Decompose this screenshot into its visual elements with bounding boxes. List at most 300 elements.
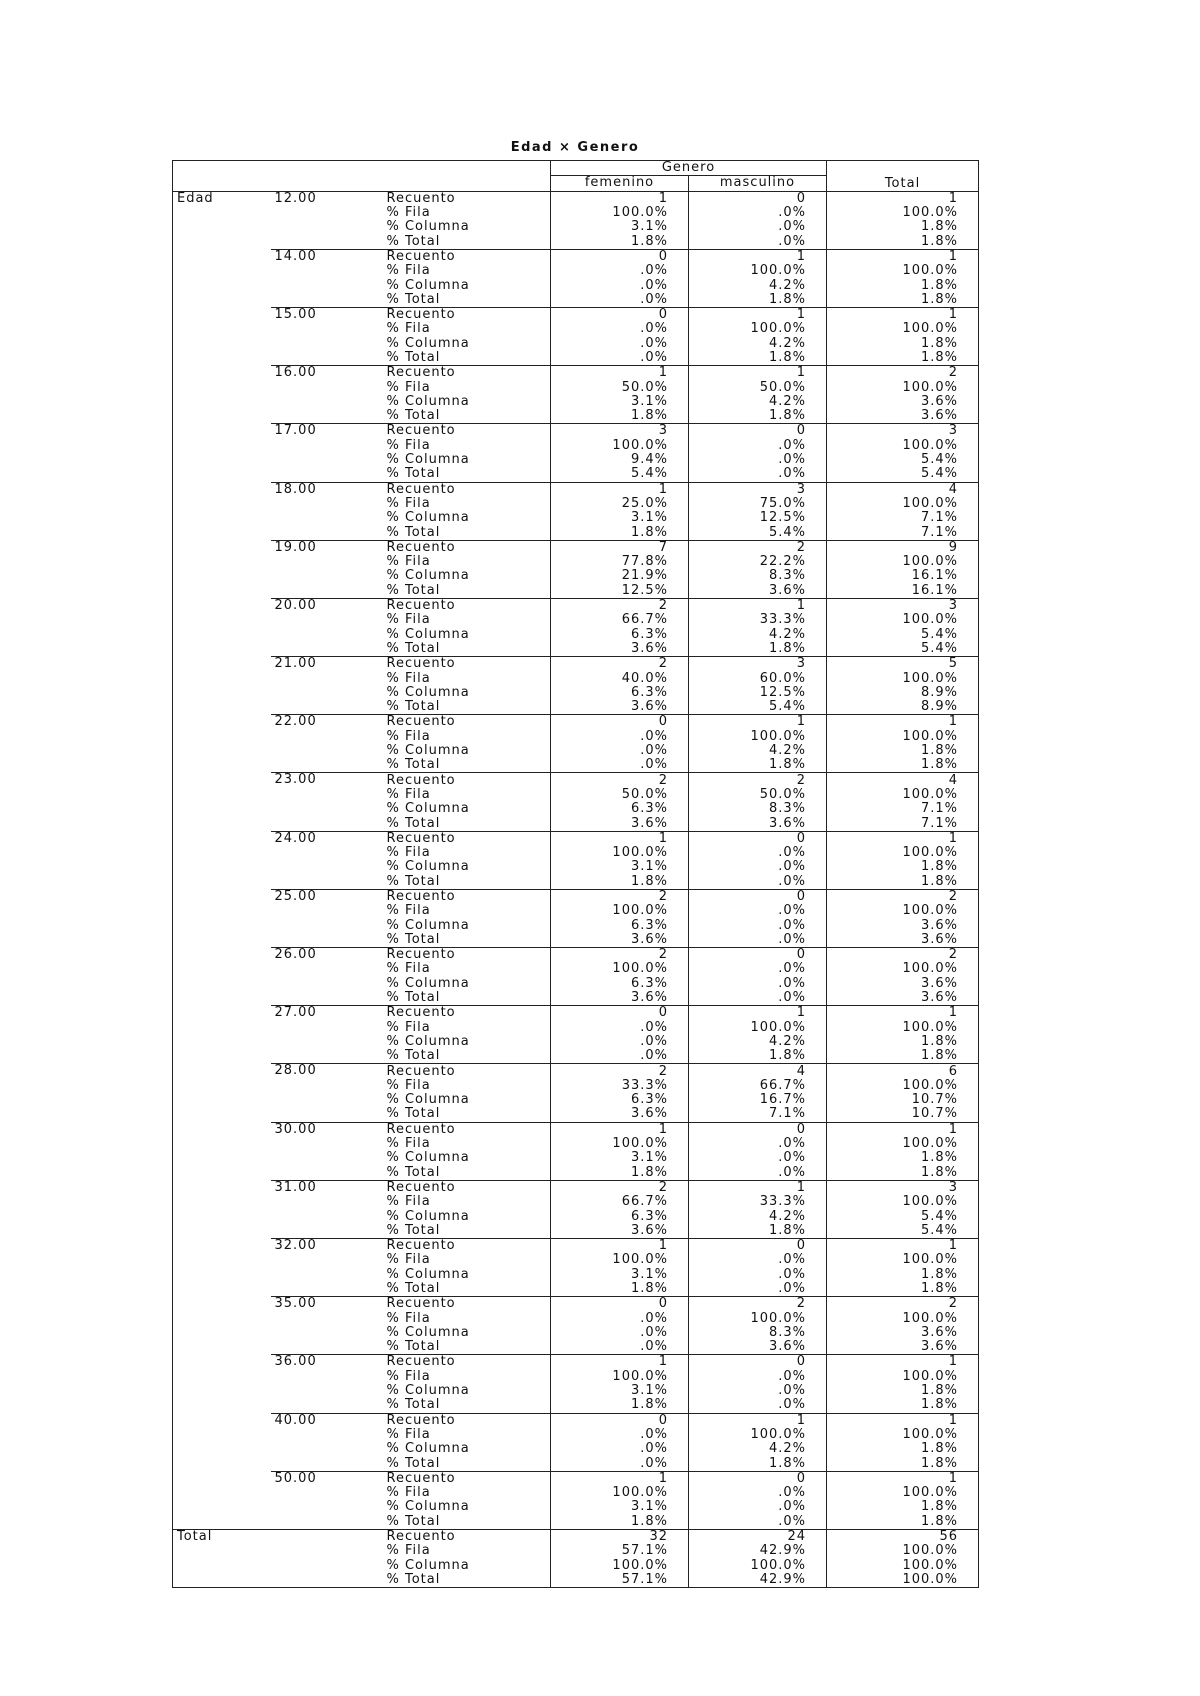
age-value: 15.00 [271,307,383,365]
cell-femenino: 1.8% [551,875,689,890]
cell-masculino: 1.8% [689,351,827,366]
cell-femenino: 1.8% [551,1398,689,1413]
table-row [173,1122,979,1137]
table-row [173,657,979,672]
cell-femenino: 5.4% [551,467,689,482]
cell-total: 1.8% [827,351,979,366]
cell-femenino: 3.1% [551,511,689,525]
stat-label: % Total [386,1398,441,1413]
stat-label: % Fila [386,613,431,628]
stat-label: % Fila [386,1369,431,1384]
header-masculino: masculino [689,176,827,191]
header-group-label: Genero [551,161,827,176]
cell-femenino: .0% [551,1311,689,1325]
cell-femenino: 50.0% [551,788,689,802]
cell-total: 100.0% [827,555,979,569]
cell-femenino: 2 [551,889,689,904]
stat-label: % Fila [386,1195,431,1210]
total-femenino: 57.1% [551,1573,689,1588]
cell-femenino: 33.3% [551,1079,689,1093]
age-value: 17.00 [271,424,383,482]
cell-femenino: 1 [551,1355,689,1370]
cell-femenino: 1.8% [551,234,689,249]
cell-masculino: 1 [689,1006,827,1021]
cell-total: 100.0% [827,962,979,976]
cell-femenino: 1.8% [551,525,689,540]
cell-masculino: 4.2% [689,395,827,409]
age-value: 30.00 [271,1122,383,1180]
cell-masculino: .0% [689,1253,827,1267]
table-row [173,1238,979,1253]
table-row [173,249,979,264]
stat-label: % Total [386,1165,441,1180]
cell-total: 1 [827,1006,979,1021]
cell-femenino: 0 [551,1297,689,1312]
total-total: 100.0% [827,1559,979,1573]
cell-total: 1 [827,1238,979,1253]
stat-label: % Total [386,467,441,482]
cell-masculino: .0% [689,220,827,234]
cell-femenino: .0% [551,1035,689,1049]
cell-masculino: 1.8% [689,758,827,773]
cell-femenino: 100.0% [551,1253,689,1267]
table-row [173,889,979,904]
table-row [173,1297,979,1312]
stat-label: % Total [386,874,441,889]
cell-masculino: 12.5% [689,511,827,525]
cell-total: 1.8% [827,220,979,234]
cell-femenino: 100.0% [551,1486,689,1500]
cell-femenino: 2 [551,598,689,613]
stat-label: % Columna [386,802,470,817]
cell-masculino: 1.8% [689,1049,827,1064]
cell-masculino: 2 [689,773,827,788]
cell-masculino: 3.6% [689,816,827,831]
stat-label: % Columna [386,569,470,584]
stat-label: % Columna [386,1209,470,1224]
total-masculino: 42.9% [689,1544,827,1558]
cell-total: 100.0% [827,264,979,278]
cell-masculino: 0 [689,889,827,904]
stat-label: % Fila [386,438,431,453]
cell-masculino: .0% [689,1137,827,1151]
stat-label: % Fila [386,380,431,395]
cell-total: 1.8% [827,1165,979,1180]
cell-masculino: 0 [689,191,827,206]
cell-masculino: 75.0% [689,497,827,511]
cell-total: 8.9% [827,700,979,715]
row-var-label: Edad [173,191,271,1529]
cell-total: 1.8% [827,1049,979,1064]
cell-femenino: 3.1% [551,395,689,409]
cell-total: 3.6% [827,918,979,932]
cell-masculino: 0 [689,1355,827,1370]
table-row [173,1471,979,1486]
total-total: 100.0% [827,1573,979,1588]
stat-label: % Total [386,816,441,831]
cell-femenino: 1 [551,1238,689,1253]
cell-masculino: 100.0% [689,264,827,278]
cell-masculino: 1 [689,715,827,730]
cell-total: 3 [827,1180,979,1195]
table-row [173,831,979,846]
stat-label: % Columna [386,1500,470,1515]
stat-label: % Columna [386,1093,470,1108]
table-row [173,773,979,788]
cell-total: 5 [827,657,979,672]
cell-total: 7.1% [827,816,979,831]
cell-total: 1.8% [827,758,979,773]
cell-masculino: 16.7% [689,1093,827,1107]
stat-label: % Columna [386,1325,470,1340]
cell-femenino: 3.1% [551,860,689,874]
stat-label: % Total [386,350,441,365]
cell-masculino: .0% [689,467,827,482]
cell-masculino: .0% [689,933,827,948]
table-row [173,482,979,497]
total-row [173,1529,979,1544]
cell-femenino: .0% [551,1456,689,1471]
cell-masculino: 100.0% [689,1311,827,1325]
table-row [173,1064,979,1079]
cell-total: 7.1% [827,511,979,525]
cell-total: 3.6% [827,977,979,991]
cell-femenino: 100.0% [551,1137,689,1151]
cell-femenino: 100.0% [551,904,689,918]
table-row [173,1180,979,1195]
stat-label: Recuento [383,1471,551,1486]
cell-total: 1 [827,1471,979,1486]
total-total: 56 [827,1529,979,1544]
cell-total: 1.8% [827,234,979,249]
cell-total: 5.4% [827,642,979,657]
stat-label: % Fila [386,322,431,337]
cell-femenino: 3.6% [551,933,689,948]
cell-femenino: 1 [551,366,689,381]
age-value: 36.00 [271,1355,383,1413]
cell-masculino: 1 [689,1180,827,1195]
cell-total: 100.0% [827,380,979,394]
cell-femenino: 6.3% [551,1209,689,1223]
stat-label: % Total [386,1281,441,1296]
cell-total: 4 [827,482,979,497]
cell-masculino: 100.0% [689,1428,827,1442]
stat-label: % Columna [386,976,470,991]
age-value: 16.00 [271,366,383,424]
cell-femenino: .0% [551,1049,689,1064]
cell-total: 1.8% [827,1398,979,1413]
stat-label: Recuento [383,482,551,497]
cell-total: 1.8% [827,1151,979,1165]
cell-masculino: 50.0% [689,788,827,802]
stat-label: Recuento [383,307,551,322]
stat-label: % Total [383,1573,551,1588]
cell-femenino: .0% [551,1021,689,1035]
stat-label: Recuento [383,657,551,672]
cell-total: 100.0% [827,904,979,918]
cell-femenino: 3.6% [551,816,689,831]
cell-femenino: 3.1% [551,1268,689,1282]
age-value: 22.00 [271,715,383,773]
stat-label: % Columna [386,1151,470,1166]
cell-masculino: 1 [689,249,827,264]
cell-femenino: 100.0% [551,846,689,860]
stat-label: % Columna [386,1383,470,1399]
table-row [173,1413,979,1428]
cell-total: 3.6% [827,933,979,948]
table-row [173,540,979,555]
cell-total: 9 [827,540,979,555]
cell-femenino: 3.1% [551,1384,689,1398]
cell-total: 10.7% [827,1107,979,1122]
age-value: 18.00 [271,482,383,540]
cell-masculino: 0 [689,424,827,439]
cell-femenino: 6.3% [551,802,689,816]
cell-total: 3 [827,424,979,439]
cell-femenino: 1 [551,1122,689,1137]
cell-masculino: 4.2% [689,1035,827,1049]
cell-masculino: .0% [689,1282,827,1297]
cell-masculino: .0% [689,977,827,991]
cell-masculino: 1.8% [689,642,827,657]
stat-label: % Total [386,758,441,773]
stat-label: Recuento [383,249,551,264]
cell-femenino: 6.3% [551,918,689,932]
cell-femenino: .0% [551,730,689,744]
cell-femenino: 9.4% [551,453,689,467]
stat-label: % Columna [386,336,470,351]
cell-masculino: 8.3% [689,1326,827,1340]
cell-total: 5.4% [827,1209,979,1223]
cell-total: 100.0% [827,439,979,453]
cell-femenino: 0 [551,715,689,730]
cell-total: 1 [827,307,979,322]
table-title: Edad × Genero [510,140,640,155]
cell-femenino: 1.8% [551,1515,689,1530]
cell-femenino: 3.6% [551,991,689,1006]
cell-femenino: 1.8% [551,1165,689,1180]
cell-total: 2 [827,889,979,904]
stat-label: Recuento [383,1297,551,1312]
header-row-group [173,161,979,176]
cell-total: 1.8% [827,1384,979,1398]
cell-femenino: .0% [551,758,689,773]
cell-femenino: 1 [551,191,689,206]
cell-masculino: .0% [689,1151,827,1165]
cell-masculino: 12.5% [689,686,827,700]
cell-total: 1 [827,1122,979,1137]
cell-femenino: .0% [551,1340,689,1355]
total-femenino: 32 [551,1529,689,1544]
cell-masculino: 33.3% [689,613,827,627]
stat-label: % Total [386,1107,441,1122]
stat-label: % Columna [386,452,470,468]
table-row [173,366,979,381]
stat-label: % Fila [386,205,431,221]
stat-label: % Fila [386,729,431,744]
cell-total: 1.8% [827,1500,979,1514]
header-total: Total [827,161,979,192]
cell-masculino: 5.4% [689,525,827,540]
cell-femenino: 2 [551,1180,689,1195]
cell-total: 7.1% [827,525,979,540]
cell-femenino: 6.3% [551,1093,689,1107]
cell-masculino: .0% [689,875,827,890]
cell-total: 8.9% [827,686,979,700]
cell-masculino: 1.8% [689,1456,827,1471]
cell-femenino: 3.6% [551,642,689,657]
table-row [173,424,979,439]
stat-label: % Total [386,1049,441,1064]
cell-total: 1.8% [827,1456,979,1471]
stat-label: Recuento [383,715,551,730]
cell-femenino: 0 [551,249,689,264]
cell-masculino: .0% [689,1268,827,1282]
cell-masculino: 0 [689,1122,827,1137]
stat-label: % Fila [386,904,431,919]
stat-label: % Columna [386,685,470,700]
cell-femenino: 12.5% [551,584,689,599]
cell-total: 1.8% [827,293,979,308]
cell-masculino: 4.2% [689,1209,827,1223]
age-value: 21.00 [271,657,383,715]
cell-femenino: 25.0% [551,497,689,511]
cell-femenino: 3.1% [551,1151,689,1165]
cell-total: 1.8% [827,1035,979,1049]
cell-masculino: 8.3% [689,802,827,816]
cell-masculino: .0% [689,234,827,249]
cell-total: 100.0% [827,1079,979,1093]
cell-total: 4 [827,773,979,788]
stat-label: % Fila [386,1078,431,1093]
age-value: 35.00 [271,1297,383,1355]
cell-masculino: 1.8% [689,409,827,424]
cell-femenino: 1 [551,482,689,497]
cell-femenino: 100.0% [551,206,689,220]
total-femenino: 57.1% [551,1544,689,1558]
age-value: 12.00 [274,191,317,206]
crosstab-body [173,191,979,1588]
stat-label: % Fila [386,555,431,570]
cell-total: 5.4% [827,628,979,642]
cell-total: 5.4% [827,1224,979,1239]
stat-label: % Total [386,292,441,307]
header-corner [173,161,551,192]
stat-label: % Total [386,932,441,947]
cell-femenino: 6.3% [551,977,689,991]
table-row [173,1355,979,1370]
stat-label: Recuento [383,1355,551,1370]
cell-masculino: .0% [689,206,827,220]
cell-masculino: 3.6% [689,584,827,599]
total-masculino: 100.0% [689,1559,827,1573]
cell-masculino: 66.7% [689,1079,827,1093]
stat-label: Recuento [383,831,551,846]
cell-total: 3.6% [827,991,979,1006]
cell-femenino: .0% [551,1428,689,1442]
stat-label: % Total [386,641,441,656]
cell-total: 1.8% [827,875,979,890]
cell-total: 3.6% [827,409,979,424]
cell-masculino: 33.3% [689,1195,827,1209]
cell-total: 100.0% [827,1370,979,1384]
stat-label: Recuento [383,1529,551,1544]
stat-label: Recuento [383,1006,551,1021]
table-row [173,598,979,613]
cell-femenino: 3.6% [551,700,689,715]
stat-label: Recuento [386,191,456,206]
stat-label: % Columna [386,1267,470,1282]
cell-masculino: .0% [689,1486,827,1500]
cell-masculino: 2 [689,1297,827,1312]
stat-label: Recuento [383,1238,551,1253]
cell-total: 2 [827,1297,979,1312]
cell-femenino: 1 [551,831,689,846]
cell-total: 100.0% [827,671,979,685]
header-femenino: femenino [551,176,689,191]
cell-masculino: 100.0% [689,730,827,744]
stat-label: Recuento [383,1413,551,1428]
age-value: 26.00 [271,948,383,1006]
cell-masculino: 1.8% [689,1224,827,1239]
cell-masculino: 0 [689,948,827,963]
stat-label: Recuento [383,540,551,555]
stat-label: Recuento [383,948,551,963]
stat-label: Recuento [383,366,551,381]
cell-masculino: 1 [689,307,827,322]
cell-femenino: 50.0% [551,380,689,394]
stat-label: % Fila [386,1311,431,1326]
cell-masculino: .0% [689,860,827,874]
cell-femenino: 3 [551,424,689,439]
cell-masculino: 1 [689,1413,827,1428]
cell-masculino: 4.2% [689,278,827,292]
age-value: 40.00 [271,1413,383,1471]
cell-femenino: 6.3% [551,628,689,642]
stat-label: % Total [386,409,441,424]
cell-total: 1 [827,249,979,264]
stat-label: % Total [386,525,441,540]
stat-label: Recuento [383,1122,551,1137]
stat-label: % Total [386,1514,441,1529]
stat-label: % Fila [386,1020,431,1035]
stat-label: Recuento [383,773,551,788]
cell-femenino: 2 [551,948,689,963]
cell-total: 2 [827,366,979,381]
cell-femenino: 66.7% [551,1195,689,1209]
stat-label: % Fila [386,787,431,802]
age-value: 24.00 [271,831,383,889]
cell-total: 1.8% [827,1442,979,1456]
cell-masculino: 4.2% [689,628,827,642]
cell-femenino: .0% [551,293,689,308]
age-value: 23.00 [271,773,383,831]
cell-masculino: .0% [689,962,827,976]
cell-masculino: 3 [689,482,827,497]
cell-femenino: 40.0% [551,671,689,685]
cell-total: 3.6% [827,1326,979,1340]
stat-label: % Columna [386,511,470,526]
cell-total: 1.8% [827,337,979,351]
cell-total: 5.4% [827,453,979,467]
cell-masculino: 50.0% [689,380,827,394]
cell-total: 100.0% [827,1137,979,1151]
cell-femenino: .0% [551,744,689,758]
cell-total: 1 [827,1413,979,1428]
cell-masculino: .0% [689,1515,827,1530]
cell-femenino: 2 [551,773,689,788]
cell-total: 16.1% [827,569,979,583]
